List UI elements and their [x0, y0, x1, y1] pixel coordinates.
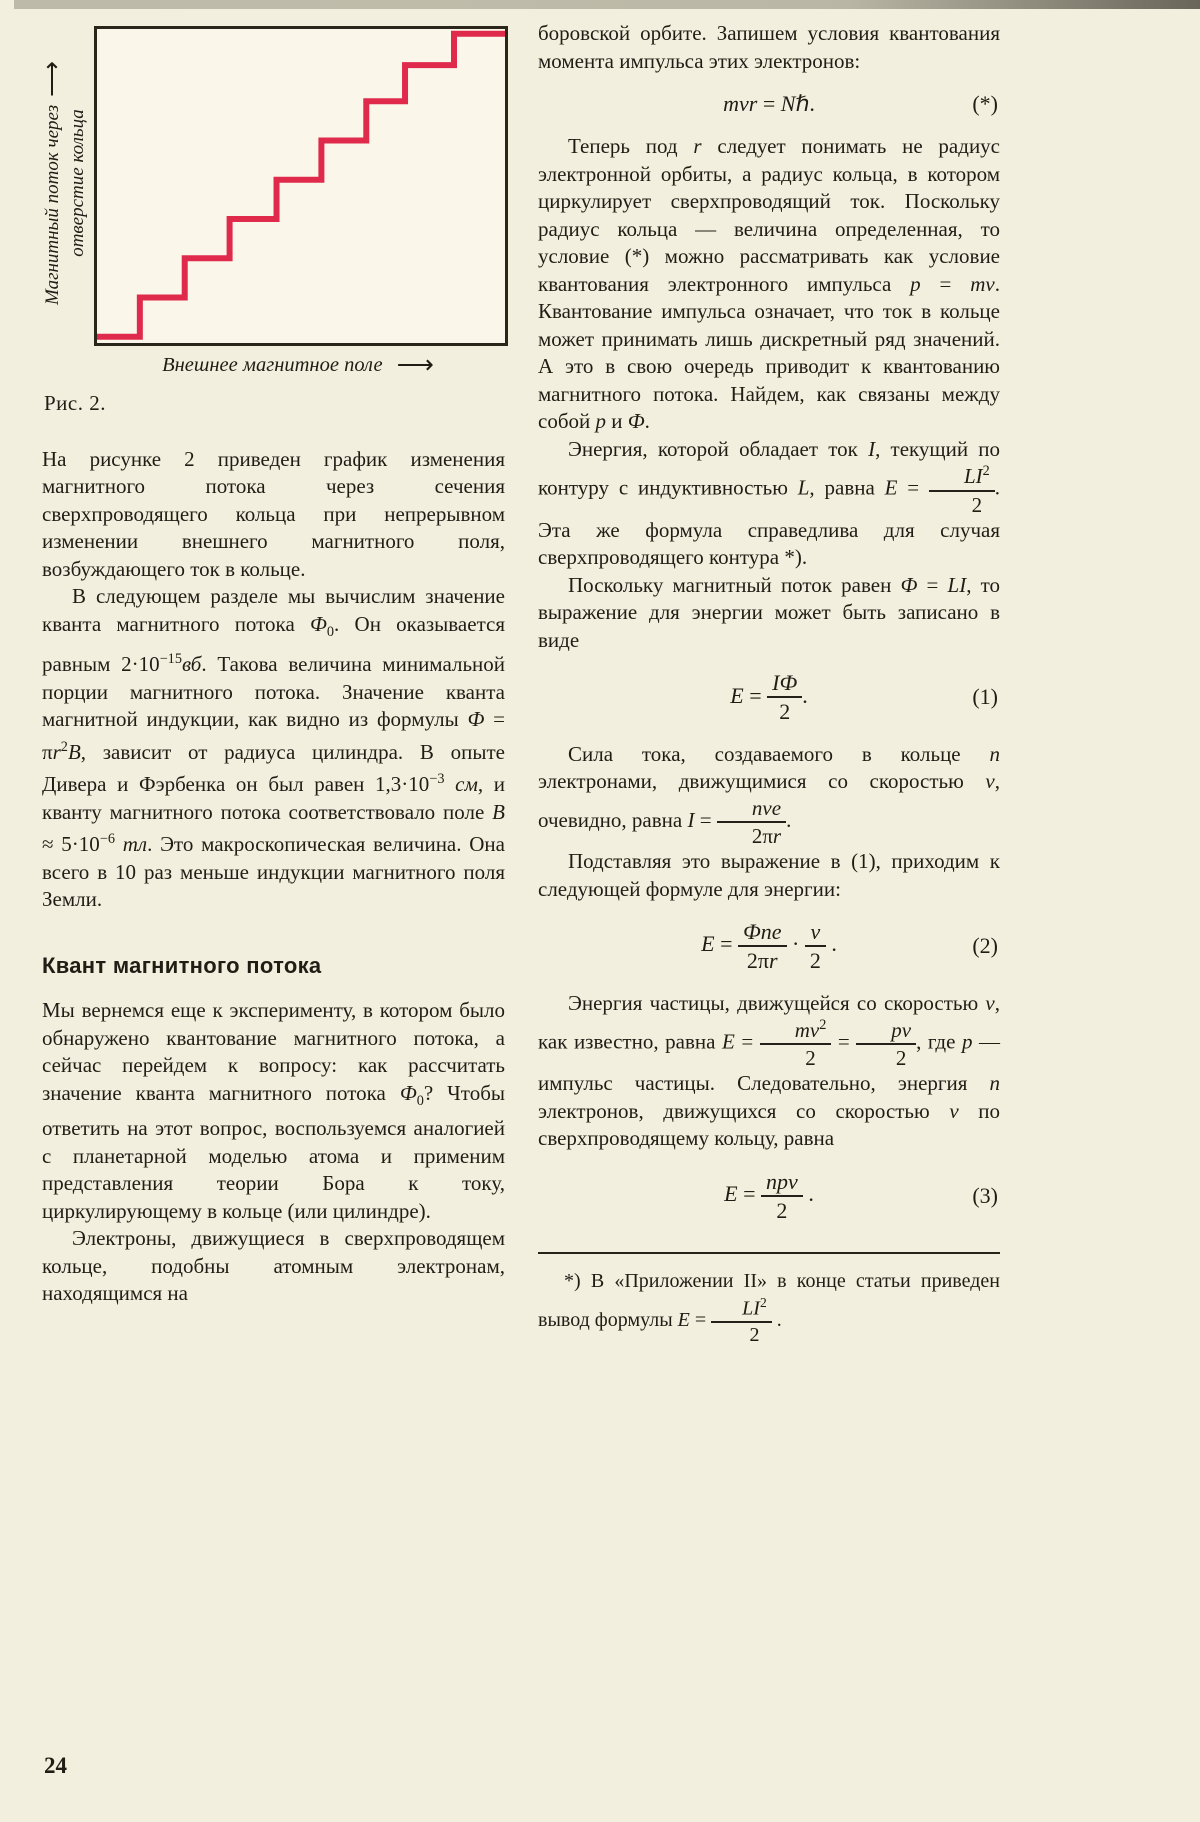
figure-flux-staircase: [39, 26, 505, 418]
paragraph-flux-quantum-value: В следующем разделе мы вычислим значение кванта магнитного потока $Ф_0$. Он оказывается равным $2\cdot 10^{-15}вб$. Такова величина минимальной порции магнитного потока. Значение кванта магнитной индукции, как видно из формулы $Ф = \pi r^2B$, зависит от радиуса цилиндра. В опыте Дивера и Фэрбенка он был равен $1,3\cdot 10^{-3}$ см, и кванту магнитного потока соответствовало поле $B \approx 5\cdot 10^{-6}$ тл. Это макроскопическая величина. Она всего в 10 раз меньше индукции магнитного поля Земли.: [42, 584, 505, 912]
page-number: 24: [44, 1753, 67, 1778]
figure-caption: Рис. 2.: [44, 391, 106, 415]
formula-2: [538, 919, 1000, 974]
formula-star-tag: (*): [972, 90, 998, 116]
figure-plot-box: [94, 26, 508, 346]
paragraph-particle-energy: Энергия частицы, движущейся со скоростью v, как известно, равна E = $\frac{mv^2}{2}$ = $\frac{pv}{2}$ , где p — импульс частицы. Следовательно, энергия n электронов, движущихся со скоростью v по сверхпроводящему кольцу, равна: [538, 990, 1000, 1151]
formula-3: [538, 1169, 1000, 1224]
formula-2-tag: (2): [972, 933, 998, 959]
formula-3-tag: (3): [972, 1183, 998, 1209]
right-column: [538, 20, 1000, 1347]
formula-2-expression: E = $\frac{\text{Фne}}{2\pi r}$ · $\frac{v}{2}$ .: [701, 919, 837, 974]
paragraph-electrons-in-ring: Электроны, движущиеся в сверхпроводящем кольце, подобны атомным электронам, находящимся на: [42, 1226, 505, 1306]
formula-star: [538, 91, 1000, 117]
y-axis-arrow-icon: ⟶: [39, 61, 66, 97]
footnote: [538, 1268, 1000, 1348]
left-column: [39, 26, 505, 1308]
paragraph-energy-of-current: Энергия, которой обладает ток I, текущий по контуру с индуктивностью L, равна E = $\frac{LI^2}{2}$ . Эта же формула справедлива для случая сверхпроводящего контура *).: [538, 436, 1001, 570]
paragraph-flux-li: Поскольку магнитный поток равен Ф = LI, то выражение для энергии может быть записано в виде: [538, 572, 1001, 652]
paragraph-substitute-into-1: Подставляя это выражение в (1), приходим к следующей формуле для энергии:: [538, 849, 1000, 901]
figure-y-axis-label: [40, 26, 92, 340]
footnote-text: *) В «Приложении II» в конце статьи приведен вывод формулы E = $\frac{LI^2}{2}$ .: [538, 1269, 1000, 1347]
formula-1-tag: (1): [972, 684, 998, 710]
formula-star-expression: mvr = Nℏ.: [723, 91, 815, 116]
paragraph-bohr-analogy: Мы вернемся еще к эксперименту, в котором было обнаружено квантование магнитного потока, а сейчас перейдем к вопросу: как рассчитать значение кванта магнитного потока $Ф_0$? Чтобы ответить на этот вопрос, воспользуемся аналогией с планетарной моделью атома и применим представления теории Бора к току, циркулирующему в кольце (или цилиндре).: [42, 998, 505, 1223]
paragraph-current-of-n-electrons: Сила тока, создаваемого в кольце n электронами, движущимися со скоростью v, очевидно, равна I = $\frac{\text{nve}}{2\pi r}$ .: [538, 741, 1000, 848]
scan-edge-artifact: [14, 0, 1200, 9]
figure-x-axis-label: [94, 346, 502, 378]
formula-1-expression: E = $\frac{IФ}{2}$ .: [730, 670, 808, 725]
flux-staircase-svg: [97, 29, 505, 343]
paragraph-bohr-orbit-continuation: боровской орбите. Запишем условия квантования момента импульса этих электронов:: [538, 21, 1000, 73]
paragraph-figure-description: На рисунке 2 приведен график изменения магнитного потока через сечения сверхпроводящего кольца при непрерывном изменении внешнего магнитного поля, возбуждающего ток в кольце.: [42, 446, 505, 581]
formula-1: [538, 670, 1000, 725]
y-axis-label-line2: отверстие кольца: [67, 109, 88, 257]
y-axis-label-line1: Магнитный поток через: [42, 104, 63, 305]
formula-3-expression: E = $\frac{\text{npv}}{2}$ .: [724, 1168, 814, 1224]
x-axis-arrow-icon: ⟶: [396, 350, 434, 379]
section-heading-flux-quantum: Квант магнитного потока: [42, 952, 322, 978]
x-axis-label-text: Внешнее магнитное поле: [162, 354, 383, 376]
paragraph-momentum-quantization: Теперь под r следует понимать не радиус электронной орбиты, а радиус кольца, в котором циркулирует сверхпроводящий ток. Поскольку радиус кольца — величина определенная, то условие (*) можно рассматривать как условие квантования электронного импульса p = mv. Квантование импульса означает, что ток в кольце может принимать лишь дискретный ряд значений. А это в свою очередь приводит к квантованию магнитного потока. Найдем, как связаны между собой p и Ф.: [538, 134, 1001, 434]
footnote-separator: [538, 1252, 1000, 1254]
